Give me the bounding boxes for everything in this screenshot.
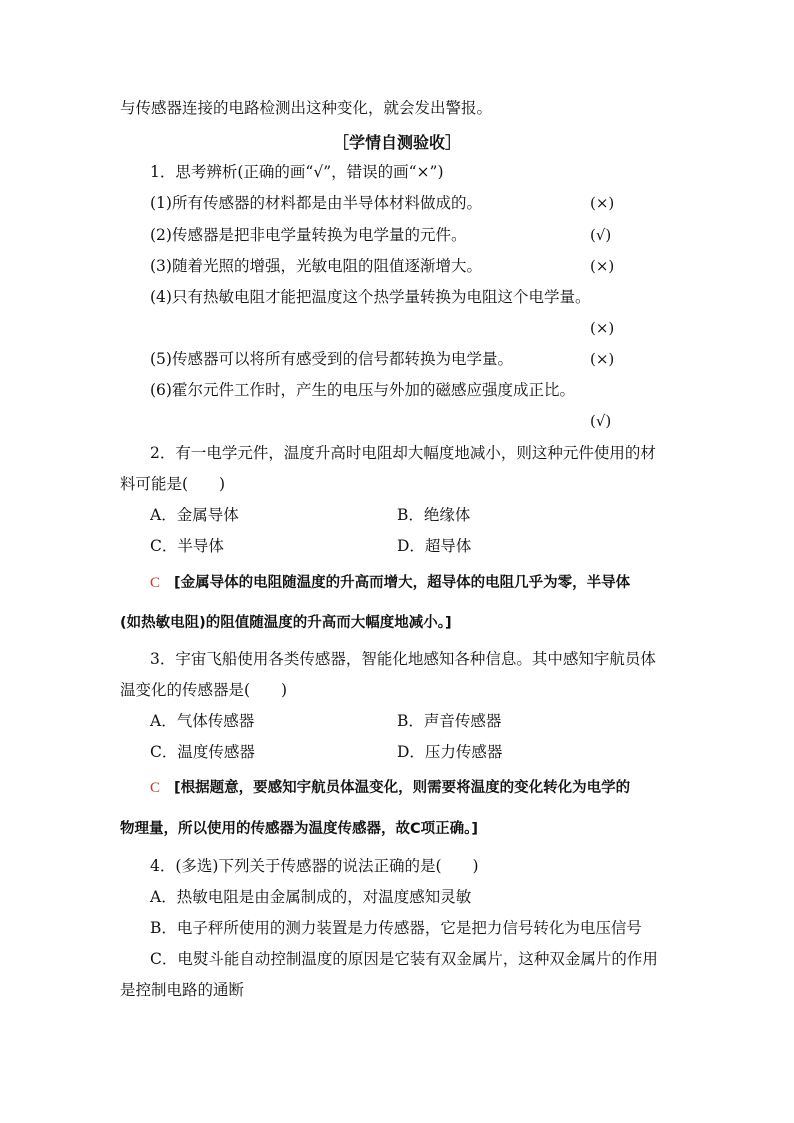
- q3-answer-line: [150, 777, 630, 798]
- q3-option-a: A．气体传感器: [150, 712, 255, 730]
- section-title: ［学情自测验收］: [332, 133, 461, 152]
- q4-option-b: B．电子秤所使用的测力装置是力传感器，它是把力信号转化为电压信号: [150, 919, 642, 937]
- q2-option-b: B．绝缘体: [397, 506, 471, 524]
- intro-line: 与传感器连接的电路检测出这种变化，就会发出警报。: [120, 99, 493, 117]
- q1-item-3: (3)随着光照的增强，光敏电阻的阻值逐渐增大。: [150, 257, 482, 275]
- q1-item-5: (5)传感器可以将所有感受到的信号都转换为电学量。: [150, 350, 513, 368]
- q3-option-c: C．温度传感器: [150, 743, 255, 761]
- q1-stem: 1．思考辨析(正确的画“√”，错误的画“×”): [150, 163, 444, 181]
- q3-explanation-1: [根据题意，要感知宇航员体温变化，则需要将温度的变化转化为电学的: [174, 780, 631, 796]
- q1-mark-1: (×): [590, 194, 615, 212]
- q1-item-1: (1)所有传感器的材料都是由半导体材料做成的。: [150, 194, 482, 212]
- q3-stem-line2: 温变化的传感器是( ): [120, 681, 288, 699]
- q2-stem-line1: 2．有一电学元件，温度升高时电阻却大幅度地减小，则这种元件使用的材: [150, 444, 656, 462]
- q2-answer-letter: C: [150, 575, 161, 591]
- q1-item-4: (4)只有热敏电阻才能把温度这个热学量转换为电阻这个电学量。: [150, 288, 591, 306]
- q2-stem-line2: 料可能是( ): [120, 475, 226, 493]
- q4-option-c-line2: 是控制电路的通断: [120, 981, 245, 999]
- q4-stem: 4．(多选)下列关于传感器的说法正确的是( ): [150, 857, 479, 875]
- q1-mark-2: (√): [590, 226, 612, 244]
- q2-option-d: D．超导体: [397, 537, 472, 555]
- q1-item-6: (6)霍尔元件工作时，产生的电压与外加的磁感应强度成正比。: [150, 381, 575, 399]
- q1-mark-4: (×): [590, 319, 615, 337]
- q3-stem-line1: 3．宇宙飞船使用各类传感器，智能化地感知各种信息。其中感知宇航员体: [150, 650, 656, 668]
- q2-answer-line: [150, 572, 630, 593]
- q3-option-b: B．声音传感器: [397, 712, 502, 730]
- q1-mark-5: (×): [590, 350, 615, 368]
- q4-option-c-line1: C．电熨斗能自动控制温度的原因是它装有双金属片，这种双金属片的作用: [150, 950, 658, 968]
- q2-explanation-2: (如热敏电阻)的阻值随温度的升高而大幅度地减小。]: [120, 615, 452, 631]
- q2-explanation-line2: [120, 612, 452, 633]
- q3-explanation-line2: [120, 818, 478, 839]
- q3-option-d: D．压力传感器: [397, 743, 503, 761]
- q1-mark-3: (×): [590, 257, 615, 275]
- q2-option-c: C．半导体: [150, 537, 224, 555]
- q2-explanation-1: [金属导体的电阻随温度的升高而增大，超导体的电阻几乎为零，半导体: [174, 575, 631, 591]
- q1-mark-6: (√): [590, 412, 612, 430]
- q3-explanation-2: 物理量，所以使用的传感器为温度传感器，故C项正确。]: [120, 821, 479, 837]
- q1-item-2: (2)传感器是把非电学量转换为电学量的元件。: [150, 226, 467, 244]
- q2-option-a: A．金属导体: [150, 506, 239, 524]
- q3-answer-letter: C: [150, 780, 161, 796]
- q4-option-a: A．热敏电阻是由金属制成的，对温度感知灵敏: [150, 888, 472, 906]
